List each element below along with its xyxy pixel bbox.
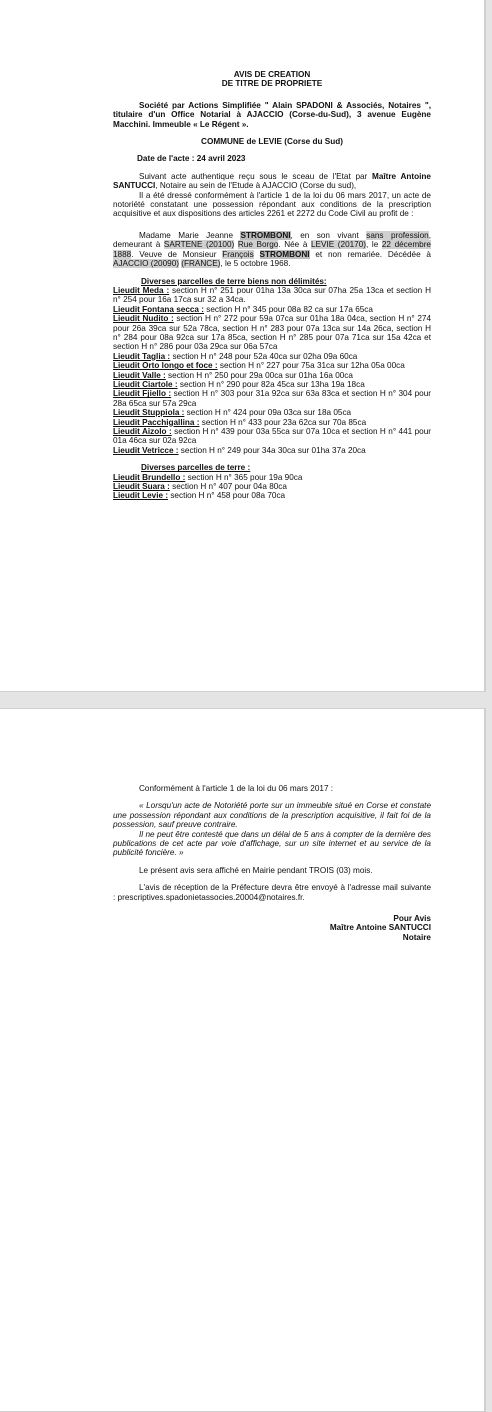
parcel-lieudit: Lieudit Valle : (113, 370, 166, 380)
section-1-title: Diverses parcelles de terre biens non délimités: (141, 276, 327, 286)
parcel-details: section H n° 250 pour 29a 00ca sur 01ha 16a 00ca (165, 370, 353, 380)
parcel-details: section H n° 365 pour 19a 90ca (185, 472, 303, 482)
parcel-item (113, 491, 431, 500)
document-page-1 (0, 0, 486, 692)
parcel-details: section H n° 303 pour 31a 92ca sur 63a 83ca et section H n° 304 pour 28a 65ca sur 57a 29ca (113, 389, 431, 408)
surname-highlight: STROMBONI (240, 230, 291, 240)
section-2-list (113, 473, 431, 501)
parcel-lieudit: Lieudit Vetricce : (113, 445, 179, 455)
parcel-details: section H n° 290 pour 82a 45ca sur 13ha 19a 18ca (177, 379, 365, 389)
parcel-lieudit: Lieudit Suara : (113, 482, 170, 492)
page-2-content (113, 784, 431, 942)
notoriete-paragraph: Il a été dressé conformément à l'article 1 de la loi du 06 mars 2017, un acte de notoriété constatant une possession répondant aux conditions de la prescription acquisitive et aux dispositions des articles 2261 et 2272 du Code Civil au profit de : (113, 190, 431, 219)
date-acte: Date de l'acte : 24 avril 2023 (137, 154, 246, 164)
affichage-notice: Le présent avis sera affiché en Mairie pendant TROIS (03) mois. (139, 865, 373, 875)
parcel-lieudit: Lieudit Nudito : (113, 314, 174, 324)
parcel-lieudit: Lieudit Ciartole : (113, 379, 178, 389)
parcel-details: section H n° 458 pour 08a 70ca (168, 491, 286, 501)
title-line-2: DE TITRE DE PROPRIETE (221, 79, 323, 89)
parcel-lieudit: Lieudit Orto longo et foce : (113, 361, 218, 371)
parcel-details: section H n° 249 pour 34a 30ca sur 01ha 37a 20ca (178, 445, 366, 455)
parcel-lieudit: Lieudit Fontana secca : (113, 304, 204, 314)
law-quote-2: Il ne peut être contesté que dans un délai de 5 ans à compter de la dernière des publications de cet acte par voie d'affichage, sur un site internet et au service de la publicité foncière. » (113, 829, 431, 858)
parcel-item (113, 427, 431, 446)
reception-notice: L'avis de réception de la Préfecture devra être envoyé à l'adresse mail suivante : prescriptives.spadonietassocies.20004@notaires.fr. (113, 883, 431, 902)
law-intro: Conformément à l'article 1 de la loi du 06 mars 2017 : (139, 784, 334, 793)
parcel-item (113, 286, 431, 305)
signature-line-1: Pour Avis (393, 914, 431, 924)
parcel-details: section H n° 433 pour 23a 62ca sur 70a 85ca (199, 417, 367, 427)
title-line-1: AVIS DE CREATION (233, 70, 311, 79)
parcel-lieudit: Lieudit Meda : (113, 285, 170, 295)
parcel-item (113, 371, 431, 380)
document-page-2 (0, 708, 486, 1412)
notary-name: Maître Antoine SANTUCCI (113, 171, 431, 191)
parcel-lieudit: Lieudit Pacchigallina : (113, 417, 200, 427)
parcel-item (113, 446, 431, 455)
parcel-item (113, 482, 431, 491)
parcel-lieudit: Lieudit Stuppiola : (113, 408, 185, 418)
parcel-details: section H n° 272 pour 59a 07ca sur 01ha 18a 04ca, section H n° 274 pour 26a 39ca sur 52a 78ca, section H n° 283 pour 07a 13ca sur 14a 26ca, section H n° 284 pour 08a 92ca sur 17a 85ca, section H n° 285 pour 07a 71ca sur 15a 42ca et section H n° 286 pour 03a 29ca sur 06a 57ca (113, 314, 431, 352)
signature-line-2: Maître Antoine SANTUCCI (329, 923, 431, 933)
signature-line-3: Notaire (402, 932, 431, 942)
commune-heading: COMMUNE de LEVIE (Corse du Sud) (201, 137, 343, 147)
law-quote-1: « Lorsqu'un acte de Notoriété porte sur un immeuble situé en Corse et constate une possession répondant aux conditions de la prescription acquisitive, il fait foi de la possession, sauf preuve contraire. (113, 801, 431, 830)
parcel-lieudit: Lieudit Fjiello : (113, 389, 172, 399)
page-1-content (113, 70, 431, 501)
parcel-item (113, 314, 431, 352)
parcel-details: section H n° 345 pour 08a 82 ca sur 17a 65ca (204, 304, 373, 314)
parcel-lieudit: Lieudit Taglia : (113, 351, 171, 361)
parcel-lieudit: Lieudit Levie : (113, 491, 169, 501)
parcel-lieudit: Lieudit Aizolo : (113, 427, 172, 436)
acte-paragraph: Suivant acte authentique reçu sous le sceau de l'Etat par Maître Antoine SANTUCCI, Notaire au sein de l'Etude à AJACCIO (Corse du sud), (113, 171, 431, 191)
parcel-details: section H n° 227 pour 75a 31ca sur 12ha 05a 00ca (217, 361, 405, 371)
parcel-details: section H n° 251 pour 01ha 13a 30ca sur 07ha 25a 13ca et section H n° 254 pour 16a 17ca sur 32 a 34ca. (113, 285, 431, 305)
parcel-details: section H n° 407 pour 04a 80ca (169, 482, 287, 492)
section-2-title: Diverses parcelles de terre : (141, 463, 251, 473)
parcel-details: section H n° 424 pour 09a 03ca sur 18a 05ca (184, 408, 352, 418)
parcel-item (113, 473, 431, 482)
parcel-lieudit: Lieudit Brundello : (113, 472, 186, 482)
parcel-item (113, 389, 431, 408)
beneficiary-paragraph: Madame Marie Jeanne STROMBONI, en son vivant sans profession, demeurant à SARTENE (20100) Rue Borgo. Née à LEVIE (20170), le 22 décembre 1888. Veuve de Monsieur François STROMBONI et non remariée. Décédée à AJACCIO (20090) (FRANCE), le 5 octobre 1968. (113, 230, 431, 269)
parcel-item (113, 418, 431, 427)
company-paragraph: Société par Actions Simplifiée " Alain SPADONI & Associés, Notaires ", titulaire d'un Office Notarial à AJACCIO (Corse-du-Sud), 3 avenue Eugène Macchini. Immeuble « Le Régent ». (113, 100, 431, 129)
section-1-list (113, 286, 431, 455)
parcel-details: section H n° 248 pour 52a 40ca sur 02ha 09a 60ca (170, 351, 358, 361)
parcel-details: section H n° 439 pour 03a 55ca sur 07a 10ca et section H n° 441 pour 01a 46ca sur 02a 92ca (113, 427, 431, 446)
parcel-item (113, 380, 431, 389)
parcel-item (113, 408, 431, 417)
parcel-item (113, 305, 431, 314)
parcel-item (113, 352, 431, 361)
parcel-item (113, 361, 431, 370)
